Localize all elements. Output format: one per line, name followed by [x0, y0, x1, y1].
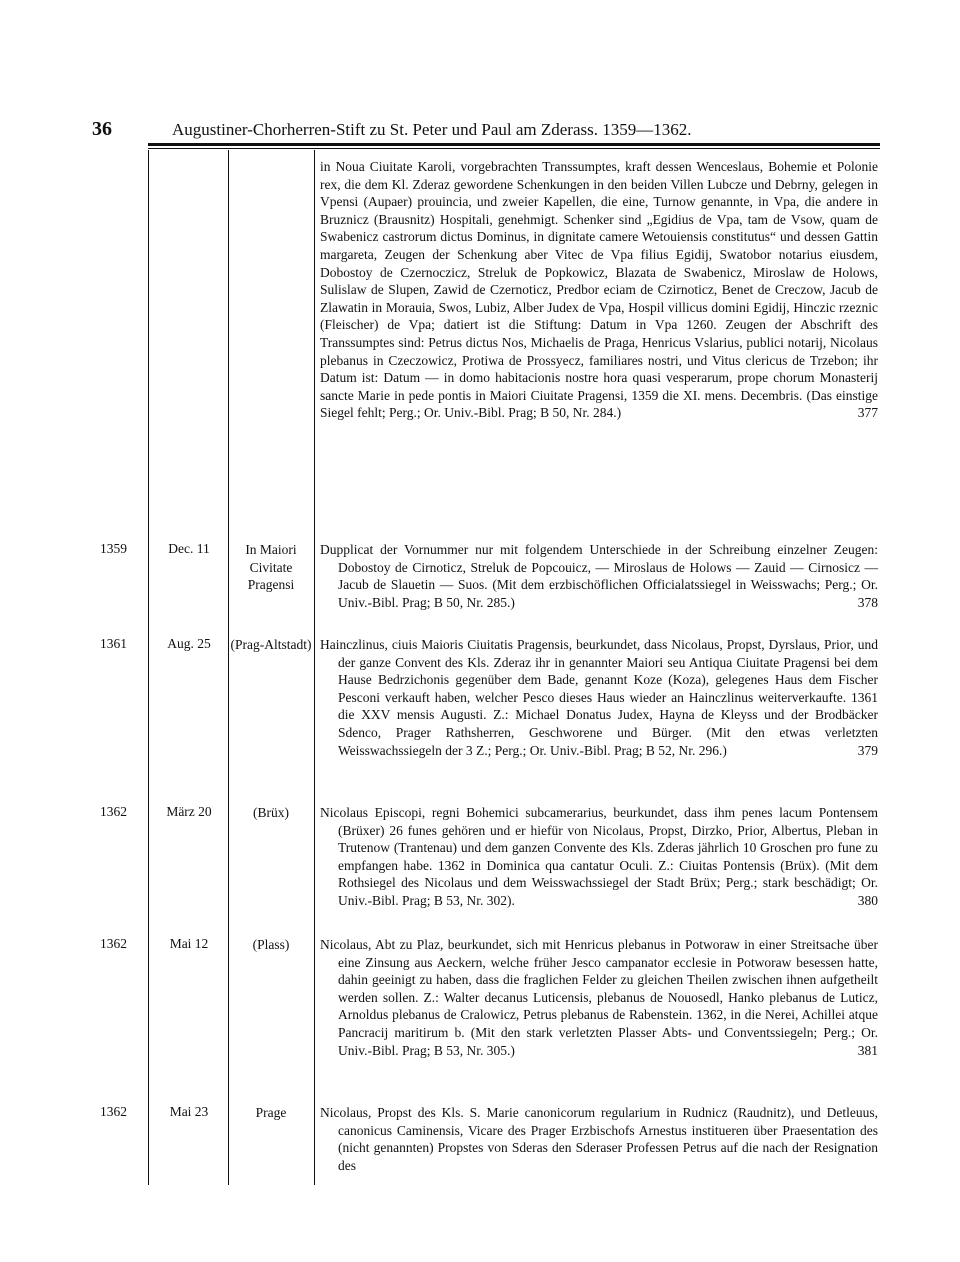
entry-place: Prage [255, 1105, 287, 1120]
running-title: Augustiner-Chorherren-Stift zu St. Peter und Paul am Zderass. 1359—1362. [172, 120, 692, 139]
entry-place: In Maiori Civitate Pragensi [245, 542, 297, 593]
entry-year: 1362 [100, 936, 127, 951]
entry-date: März 20 [166, 804, 212, 819]
column-divider-1 [148, 150, 149, 1185]
entry-text-block [320, 936, 878, 1059]
entry-text-block [320, 541, 878, 611]
header-rule-thick [148, 143, 880, 146]
entry-date: Mai 12 [169, 936, 209, 951]
entry-place: (Plass) [252, 937, 290, 952]
entry-year: 1362 [100, 804, 127, 819]
entry-place: (Prag-Altstadt) [230, 637, 312, 652]
entry-text: Nicolaus Episcopi, regni Bohemici subcamerarius, beurkundet, dass ihm penes lacum Pontensem (Brüxer) 26 funes gehören und er hiefür von Nicolaus, Propst, Dirzko, Prior, Albertus, Pleban in Trutenow (Trantenau) und dem ganzen Convente des Kls. Zderas jährlich 10 Groschen pro fune zu empfangen habe. 1362 in Dominica qua cantatur Oculi. Z.: Ciuitas Pontensis (Brüx). (Mit dem Rothsiegel des Nicolaus und dem Weisswachssiegel der Stadt Brüx; Perg.; stark beschädigt; Or. Univ.-Bibl. Prag; B 53, Nr. 302). [320, 805, 878, 908]
header-rule-thin [148, 148, 880, 149]
entry-text-block [320, 636, 878, 759]
entry-text: Hainczlinus, ciuis Maioris Ciuitatis Pragensis, beurkundet, dass Nicolaus, Propst, Dyrslaus, Prior, und der ganze Convent des Kls. Zderaz ihr in genannter Maiori seu Antiqua Ciuitate Pragensi bei dem Hause Bedrzichonis gegenüber dem Bade, genannt Koze (Koza), gelegenes Haus dem Fischer Pesconi verkauft haben, welcher Pesco dieses Haus wieder an Hainczlinus weiterverkaufte. 1361 die XXV mensis Augusti. Z.: Michael Donatus Judex, Hayna de Kleyss und der Brodbäcker Sdenco, Prager Rathsherren, Geschworene und Bürger. (Mit den etwas verletzten Weisswachssiegeln der 3 Z.; Perg.; Or. Univ.-Bibl. Prag; B 52, Nr. 296.) [320, 637, 878, 758]
entry-date: Mai 23 [169, 1104, 209, 1119]
entry-text: Nicolaus, Abt zu Plaz, beurkundet, sich mit Henricus plebanus in Potworaw in einer Streitsache über eine Zinsung aus Aeckern, welche früher Jesco campanator ecclesie in Potworaw besessen hatte, dahin geeinigt zu haben, dass die fraglichen Felder zu gleichen Theilen zwischen ihnen aufgetheilt werden sollen. Z.: Walter decanus Luticensis, plebanus de Nouosedl, Hanko plebanus de Luticz, Arnoldus plebanus de Cralowicz, Petrus plebanus de Rabenstein. 1362, in die Nerei, Achillei atque Pancracij maritirum b. (Mit den stark verletzten Plasser Abts- und Conventssiegeln; Perg.; Or. Univ.-Bibl. Prag; B 53, Nr. 305.) [320, 937, 878, 1058]
entry-number: 381 [857, 1042, 878, 1058]
entry-number: 379 [857, 742, 878, 758]
entry-year: 1362 [100, 1104, 127, 1119]
column-divider-2 [228, 150, 229, 1185]
entry-place: (Brüx) [253, 805, 289, 820]
entry-text-block [320, 1104, 878, 1174]
entry-number: 377 [857, 405, 878, 421]
column-divider-3 [314, 150, 315, 1185]
entry-text-block [320, 804, 878, 910]
entry-text: Dupplicat der Vornummer nur mit folgendem Unterschiede in der Schreibung einzelner Zeugen: Dobostoy de Cirnoticz, Streluk de Popcouicz, — Miroslaus de Holows — Zauid — Cirnosicz — Jacub de Slauetin — Suos. (Mit dem erzbischöflichen Officialatssiegel in Weisswachs; Perg.; Or. Univ.-Bibl. Prag; B 50, Nr. 285.) [320, 542, 878, 610]
continuation-text: in Noua Ciuitate Karoli, vorgebrachten Transsumptes, kraft dessen Wenceslaus, Bohemie et Polonie rex, die dem Kl. Zderaz gewordene Schenkungen in den beiden Villen Lubcze und Debrny, gelegen in Vpensi (Aupaer) prouincia, und zweier Kapellen, die eine, Turnow genannte, in Vpa, die andere in Bruznicz (Brausnitz) Hospitali, genehmigt. Schenker sind „Egidius de Vpa, tam de Vsow, quam de Swabenicz castrorum dictus Dominus, in dignitate camere Wetouiensis constitutus“ und dessen Gattin margareta, Zeugen der Schenkung aber Vitec de Vpa filius Egidij, Swatobor notarius eiusdem, Dobostoy de Czernoczicz, Streluk de Popkowicz, Blazata de Swabenicz, Miroslaw de Holows, Sulislaw de Slupen, Zawid de Czernoticz, Predbor eciam de Czirnoticz, Benet de Creczow, Jacub de Zlawatin in Morauia, Swos, Lubiz, Alber Judex de Vpa, Hospil villicus domini Egidij, Hinczic rzeznic (Fleischer) de Vpa; datiert ist die Stiftung: Datum in Vpa 1260. Zeugen der Abschrift des Transsumptes sind: Petrus dictus Nos, Michaelis de Praga, Henricus Vslarius, publici notarij, Nicolaus plebanus in Czeczowicz, Protiwa de Prossyecz, familiares nostri, und Vitus clericus de Trzebon; ihr Datum ist: Datum — in domo habitacionis nostre hora quasi vesperarum, prope chorum Monasterij sancte Marie in pede pontis in Maiori Ciuitate Pragensi, 1359 die XI. mens. Decembris. (Das einstige Siegel fehlt; Perg.; Or. Univ.-Bibl. Prag; B 50, Nr. 284.) [320, 159, 878, 421]
running-header [92, 118, 882, 140]
entry-number: 380 [857, 892, 878, 908]
entry-date: Dec. 11 [168, 541, 210, 556]
page-number: 36 [92, 118, 112, 140]
entry-year: 1359 [100, 541, 127, 556]
continuation-text-block [320, 158, 878, 422]
entry-year: 1361 [100, 636, 127, 651]
entry-date: Aug. 25 [167, 636, 211, 651]
entry-number: 378 [857, 594, 878, 610]
entry-text: Nicolaus, Propst des Kls. S. Marie canonicorum regularium in Rudnicz (Raudnitz), und Detleuus, canonicus Caminensis, Vicare des Prager Erzbischofs Arnestus institueren über Praesentation des (nicht genannten) Propstes von Sderas den Sderaser Professen Petrus auf die nach der Resignation des [320, 1105, 878, 1173]
